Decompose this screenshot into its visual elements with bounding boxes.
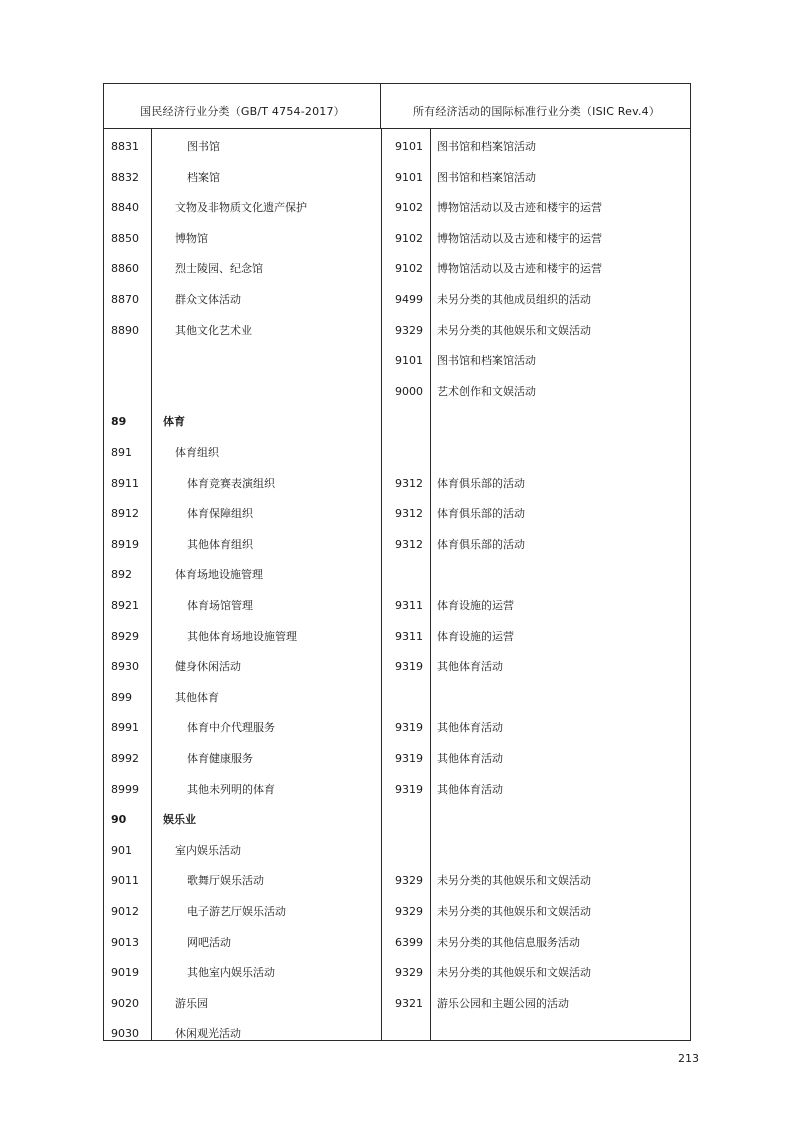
gbt-name: 歌舞厅娱乐活动 xyxy=(187,874,264,888)
isic-code: 9329 xyxy=(395,323,423,337)
table-row xyxy=(104,224,692,255)
table-row xyxy=(104,1019,692,1050)
gbt-name: 网吧活动 xyxy=(187,935,231,949)
isic-name: 其他体育活动 xyxy=(437,721,503,735)
table-row xyxy=(104,866,692,897)
isic-code: 9319 xyxy=(395,660,423,674)
isic-name: 博物馆活动以及古迹和楼宇的运营 xyxy=(437,262,602,276)
isic-name: 未另分类的其他娱乐和文娱活动 xyxy=(437,966,591,980)
table-row xyxy=(104,193,692,224)
table-row xyxy=(104,377,692,408)
isic-name: 博物馆活动以及古迹和楼宇的运营 xyxy=(437,231,602,245)
isic-name: 博物馆活动以及古迹和楼宇的运营 xyxy=(437,201,602,215)
gbt-code: 8840 xyxy=(111,201,139,215)
header-divider xyxy=(104,128,690,129)
isic-code: 9312 xyxy=(395,537,423,551)
gbt-name: 体育组织 xyxy=(175,446,219,459)
gbt-name: 电子游艺厅娱乐活动 xyxy=(187,905,286,918)
gbt-code: 9011 xyxy=(111,874,139,888)
gbt-code: 892 xyxy=(111,568,132,582)
isic-code: 9102 xyxy=(395,201,423,215)
isic-name: 游乐公园和主题公园的活动 xyxy=(437,996,569,1010)
gbt-code: 90 xyxy=(111,813,127,827)
table-row xyxy=(104,346,692,377)
gbt-code: 8912 xyxy=(111,507,139,521)
gbt-code: 891 xyxy=(111,446,132,459)
gbt-name: 体育竞赛表演组织 xyxy=(187,476,275,490)
table-row xyxy=(104,928,692,959)
gbt-name: 体育中介代理服务 xyxy=(187,721,275,735)
isic-code: 9102 xyxy=(395,231,423,245)
gbt-name: 体育 xyxy=(163,415,185,429)
header-gbt: 国民经济行业分类（GB/T 4754-2017） xyxy=(140,105,345,118)
gbt-code: 9030 xyxy=(111,1027,139,1041)
gbt-name: 文物及非物质文化遗产保护 xyxy=(175,201,307,215)
isic-name: 未另分类的其他信息服务活动 xyxy=(437,935,580,949)
table-row xyxy=(104,469,692,500)
isic-name: 体育设施的运营 xyxy=(437,599,514,612)
table-row xyxy=(104,163,692,194)
isic-code: 9101 xyxy=(395,354,423,368)
gbt-name: 游乐园 xyxy=(175,996,208,1010)
isic-code: 9101 xyxy=(395,140,423,153)
isic-code: 9102 xyxy=(395,262,423,276)
isic-code: 9319 xyxy=(395,721,423,735)
header-isic: 所有经济活动的国际标准行业分类（ISIC Rev.4） xyxy=(412,105,661,118)
isic-code: 9311 xyxy=(395,599,423,612)
gbt-name: 娱乐业 xyxy=(163,813,196,827)
isic-name: 其他体育活动 xyxy=(437,660,503,674)
table-row xyxy=(104,836,692,867)
isic-code: 9329 xyxy=(395,966,423,980)
isic-code: 9312 xyxy=(395,476,423,490)
table-row xyxy=(104,652,692,683)
table-row xyxy=(104,499,692,530)
gbt-code: 8919 xyxy=(111,537,139,551)
gbt-name: 体育保障组织 xyxy=(187,507,253,521)
isic-code: 9499 xyxy=(395,293,423,306)
gbt-code: 9012 xyxy=(111,905,139,918)
gbt-name: 其他体育 xyxy=(175,690,219,704)
isic-name: 图书馆和档案馆活动 xyxy=(437,140,536,153)
gbt-code: 8832 xyxy=(111,170,139,184)
table-row xyxy=(104,989,692,1020)
isic-name: 图书馆和档案馆活动 xyxy=(437,354,536,368)
gbt-name: 室内娱乐活动 xyxy=(175,843,241,857)
gbt-name: 其他文化艺术业 xyxy=(175,323,252,337)
isic-name: 图书馆和档案馆活动 xyxy=(437,170,536,184)
isic-name: 其他体育活动 xyxy=(437,752,503,765)
gbt-name: 其他未列明的体育 xyxy=(187,782,275,796)
table-row xyxy=(104,285,692,316)
gbt-name: 群众文体活动 xyxy=(175,293,241,306)
table-row xyxy=(104,805,692,836)
isic-code: 9319 xyxy=(395,752,423,765)
gbt-code: 8911 xyxy=(111,476,139,490)
table-row xyxy=(104,683,692,714)
page-number: 213 xyxy=(678,1052,699,1065)
gbt-code: 8831 xyxy=(111,140,139,153)
gbt-code: 89 xyxy=(111,415,127,429)
gbt-name: 其他室内娱乐活动 xyxy=(187,966,275,980)
isic-name: 体育俱乐部的活动 xyxy=(437,507,525,521)
gbt-code: 9020 xyxy=(111,996,139,1010)
gbt-name: 图书馆 xyxy=(187,140,220,153)
gbt-code: 8860 xyxy=(111,262,139,276)
gbt-code: 8999 xyxy=(111,782,139,796)
isic-name: 未另分类的其他娱乐和文娱活动 xyxy=(437,874,591,888)
gbt-name: 体育场馆管理 xyxy=(187,599,253,612)
isic-name: 未另分类的其他娱乐和文娱活动 xyxy=(437,323,591,337)
gbt-code: 8992 xyxy=(111,752,139,765)
gbt-name: 其他体育组织 xyxy=(187,537,253,551)
table-row xyxy=(104,438,692,469)
isic-name: 体育俱乐部的活动 xyxy=(437,537,525,551)
table-row xyxy=(104,958,692,989)
gbt-code: 8870 xyxy=(111,293,139,306)
gbt-code: 8929 xyxy=(111,629,139,643)
gbt-name: 其他体育场地设施管理 xyxy=(187,629,297,643)
gbt-name: 档案馆 xyxy=(187,170,220,184)
gbt-name: 烈士陵园、纪念馆 xyxy=(175,262,263,276)
table-row xyxy=(104,530,692,561)
isic-code: 9101 xyxy=(395,170,423,184)
classification-table xyxy=(103,83,691,1041)
gbt-name: 博物馆 xyxy=(175,231,208,245)
isic-name: 其他体育活动 xyxy=(437,782,503,796)
gbt-code: 901 xyxy=(111,843,132,857)
gbt-code: 8930 xyxy=(111,660,139,674)
gbt-name: 休闲观光活动 xyxy=(175,1027,241,1041)
gbt-code: 9019 xyxy=(111,966,139,980)
table-row xyxy=(104,622,692,653)
table-row xyxy=(104,744,692,775)
table-row xyxy=(104,560,692,591)
gbt-code: 8850 xyxy=(111,231,139,245)
table-row xyxy=(104,775,692,806)
isic-code: 6399 xyxy=(395,935,423,949)
table-row xyxy=(104,713,692,744)
gbt-code: 8890 xyxy=(111,323,139,337)
table-row xyxy=(104,407,692,438)
isic-name: 未另分类的其他娱乐和文娱活动 xyxy=(437,905,591,918)
table-row xyxy=(104,132,692,163)
table-row xyxy=(104,591,692,622)
gbt-code: 9013 xyxy=(111,935,139,949)
gbt-code: 899 xyxy=(111,690,132,704)
isic-code: 9000 xyxy=(395,384,423,398)
isic-code: 9319 xyxy=(395,782,423,796)
table-row xyxy=(104,897,692,928)
gbt-name: 健身休闲活动 xyxy=(175,660,241,674)
isic-name: 未另分类的其他成员组织的活动 xyxy=(437,293,591,306)
gbt-name: 体育健康服务 xyxy=(187,752,253,765)
gbt-name: 体育场地设施管理 xyxy=(175,568,263,582)
isic-name: 艺术创作和文娱活动 xyxy=(437,384,536,398)
isic-code: 9329 xyxy=(395,874,423,888)
isic-code: 9329 xyxy=(395,905,423,918)
isic-code: 9321 xyxy=(395,996,423,1010)
table-row xyxy=(104,316,692,347)
isic-code: 9311 xyxy=(395,629,423,643)
isic-code: 9312 xyxy=(395,507,423,521)
gbt-code: 8991 xyxy=(111,721,139,735)
table-row xyxy=(104,254,692,285)
isic-name: 体育设施的运营 xyxy=(437,629,514,643)
gbt-code: 8921 xyxy=(111,599,139,612)
isic-name: 体育俱乐部的活动 xyxy=(437,476,525,490)
